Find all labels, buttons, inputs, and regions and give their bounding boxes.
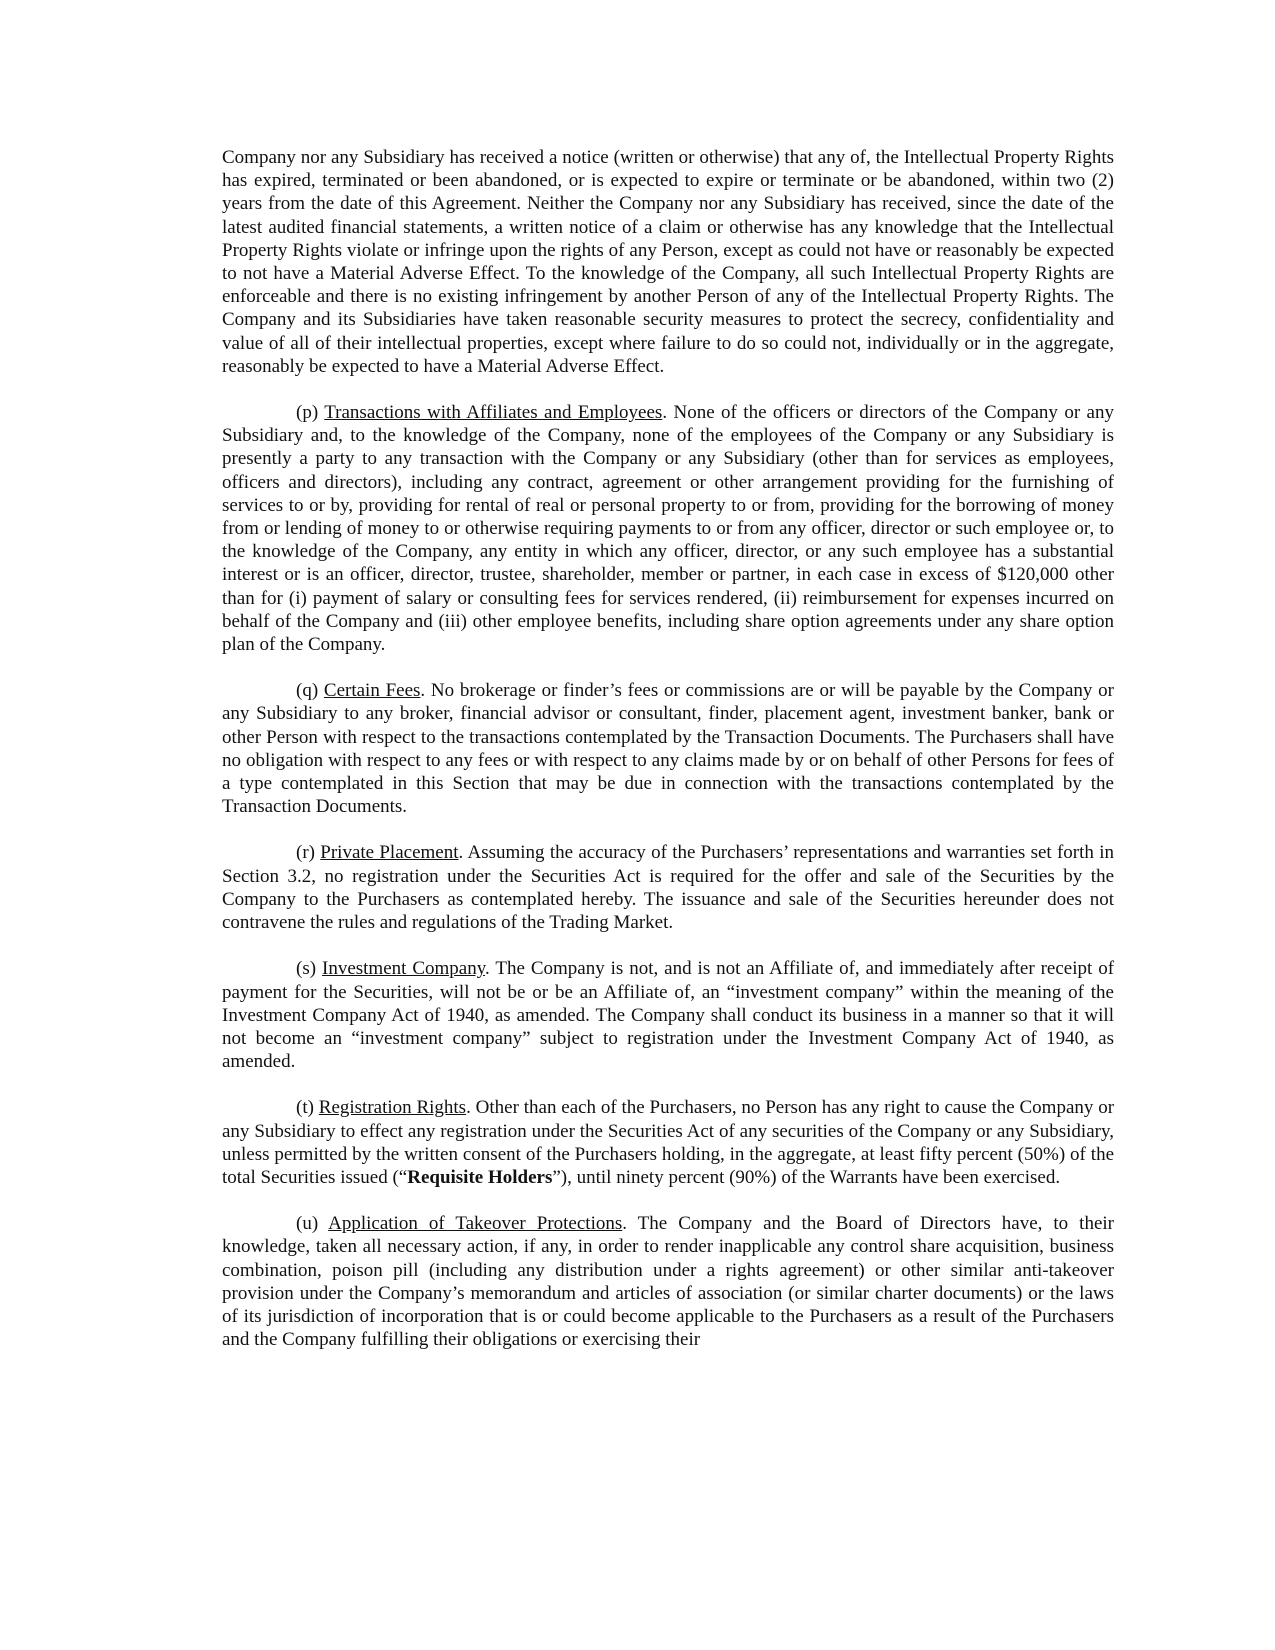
section-body: . No brokerage or finder’s fees or commissions are or will be payable by the Company or any Subsidiary to any broker, financial advisor or consultant, finder, placement agent, investment banker, bank or other Person with respect to the transactions contemplated by the Transaction Documents. The Purchasers shall have no obligation with respect to any fees or with respect to any claims made by or on behalf of other Persons for fees of a type contemplated in this Section that may be due in connection with the transactions contemplated by the Transaction Documents. (222, 680, 1114, 818)
defined-term: Requisite Holders (407, 1166, 553, 1188)
section-label: (s) (296, 958, 317, 980)
section-label: (p) (296, 402, 319, 424)
section-body: . The Company and the Board of Directors have, to their knowledge, taken all necessary action, if any, in order to render inapplicable any control share acquisition, business combination, poison pill (including any distribution under a rights agreement) or other similar anti-takeover provision under the Company’s memorandum and articles of association (or similar charter documents) or the laws of its jurisdiction of incorporation that is or could become applicable to the Purchasers as a result of the Purchasers and the Company fulfilling their obligations or exercising their (222, 1213, 1114, 1351)
section-body: . The Company is not, and is not an Affiliate of, and immediately after receipt of payment for the Securities, will not be or be an Affiliate of, an “investment company” within the meaning of the Investment Company Act of 1940, as amended. The Company shall conduct its business in a manner so that it will not become an “investment company” subject to registration under the Investment Company Act of 1940, as amended. (222, 958, 1115, 1073)
section-r (222, 841, 1114, 934)
section-label: (r) (296, 842, 315, 864)
section-label: (q) (296, 680, 319, 702)
section-body-after-term: ”), until ninety percent (90%) of the Warrants have been exercised. (552, 1166, 1061, 1188)
section-label: (t) (296, 1097, 314, 1119)
section-u (222, 1212, 1114, 1351)
section-s (222, 957, 1114, 1073)
section-heading: Certain Fees (323, 680, 421, 702)
section-label: (u) (296, 1213, 319, 1235)
section-heading: Transactions with Affiliates and Employees (324, 402, 663, 424)
section-q (222, 679, 1114, 818)
section-p (222, 401, 1114, 656)
section-body: . None of the officers or directors of the Company or any Subsidiary and, to the knowledge of the Company, none of the employees of the Company or any Subsidiary is presently a party to any transaction with the Company or any Subsidiary (other than for services as employees, officers and directors), including any contract, agreement or other arrangement providing for the furnishing of services to or by, providing for rental of real or personal property to or from, providing for the borrowing of money from or lending of money to or otherwise requiring payments to or from any officer, director or such employee or, to the knowledge of the Company, any entity in which any officer, director, or any such employee has a substantial interest or is an officer, director, trustee, shareholder, member or partner, in each case in excess of $120,000 other than for (i) payment of salary or consulting fees for services rendered, (ii) reimbursement for expenses incurred on behalf of the Company and (iii) other employee benefits, including share option agreements under any share option plan of the Company. (222, 402, 1114, 656)
section-heading: Investment Company (322, 958, 486, 980)
document-page (222, 146, 1114, 1374)
section-body: . Assuming the accuracy of the Purchasers’ representations and warranties set forth in Section 3.2, no registration under the Securities Act is required for the offer and sale of the Securities by the Company to the Purchasers as contemplated hereby. The issuance and sale of the Securities hereunder does not contravene the rules and regulations of the Trading Market. (222, 842, 1114, 934)
paragraph-o-continued: Company nor any Subsidiary has received a notice (written or otherwise) that any of, the Intellectual Property Rights has expired, terminated or been abandoned, or is expected to expire or terminate or be abandoned, within two (2) years from the date of this Agreement. Neither the Company nor any Subsidiary has received, since the date of the latest audited financial statements, a written notice of a claim or otherwise has any knowledge that the Intellectual Property Rights violate or infringe upon the rights of any Person, except as could not have or reasonably be expected to not have a Material Adverse Effect. To the knowledge of the Company, all such Intellectual Property Rights are enforceable and there is no existing infringement by another Person of any of the Intellectual Property Rights. The Company and its Subsidiaries have taken reasonable security measures to protect the secrecy, confidentiality and value of all of their intellectual properties, except where failure to do so could not, individually or in the aggregate, reasonably be expected to have a Material Adverse Effect. (222, 147, 1114, 377)
section-heading: Application of Takeover Protections (328, 1213, 623, 1235)
section-body-before-term: . Other than each of the Purchasers, no Person has any right to cause the Company or any Subsidiary to effect any registration under the Securities Act of any securities of the Company or any Subsidiary, unless permitted by the written consent of the Purchasers holding, in the aggregate, at least fifty percent (50%) of the total Securities issued (“ (222, 1097, 1115, 1188)
section-t (222, 1096, 1114, 1189)
section-heading: Registration Rights (318, 1097, 467, 1119)
section-heading: Private Placement (320, 842, 459, 864)
